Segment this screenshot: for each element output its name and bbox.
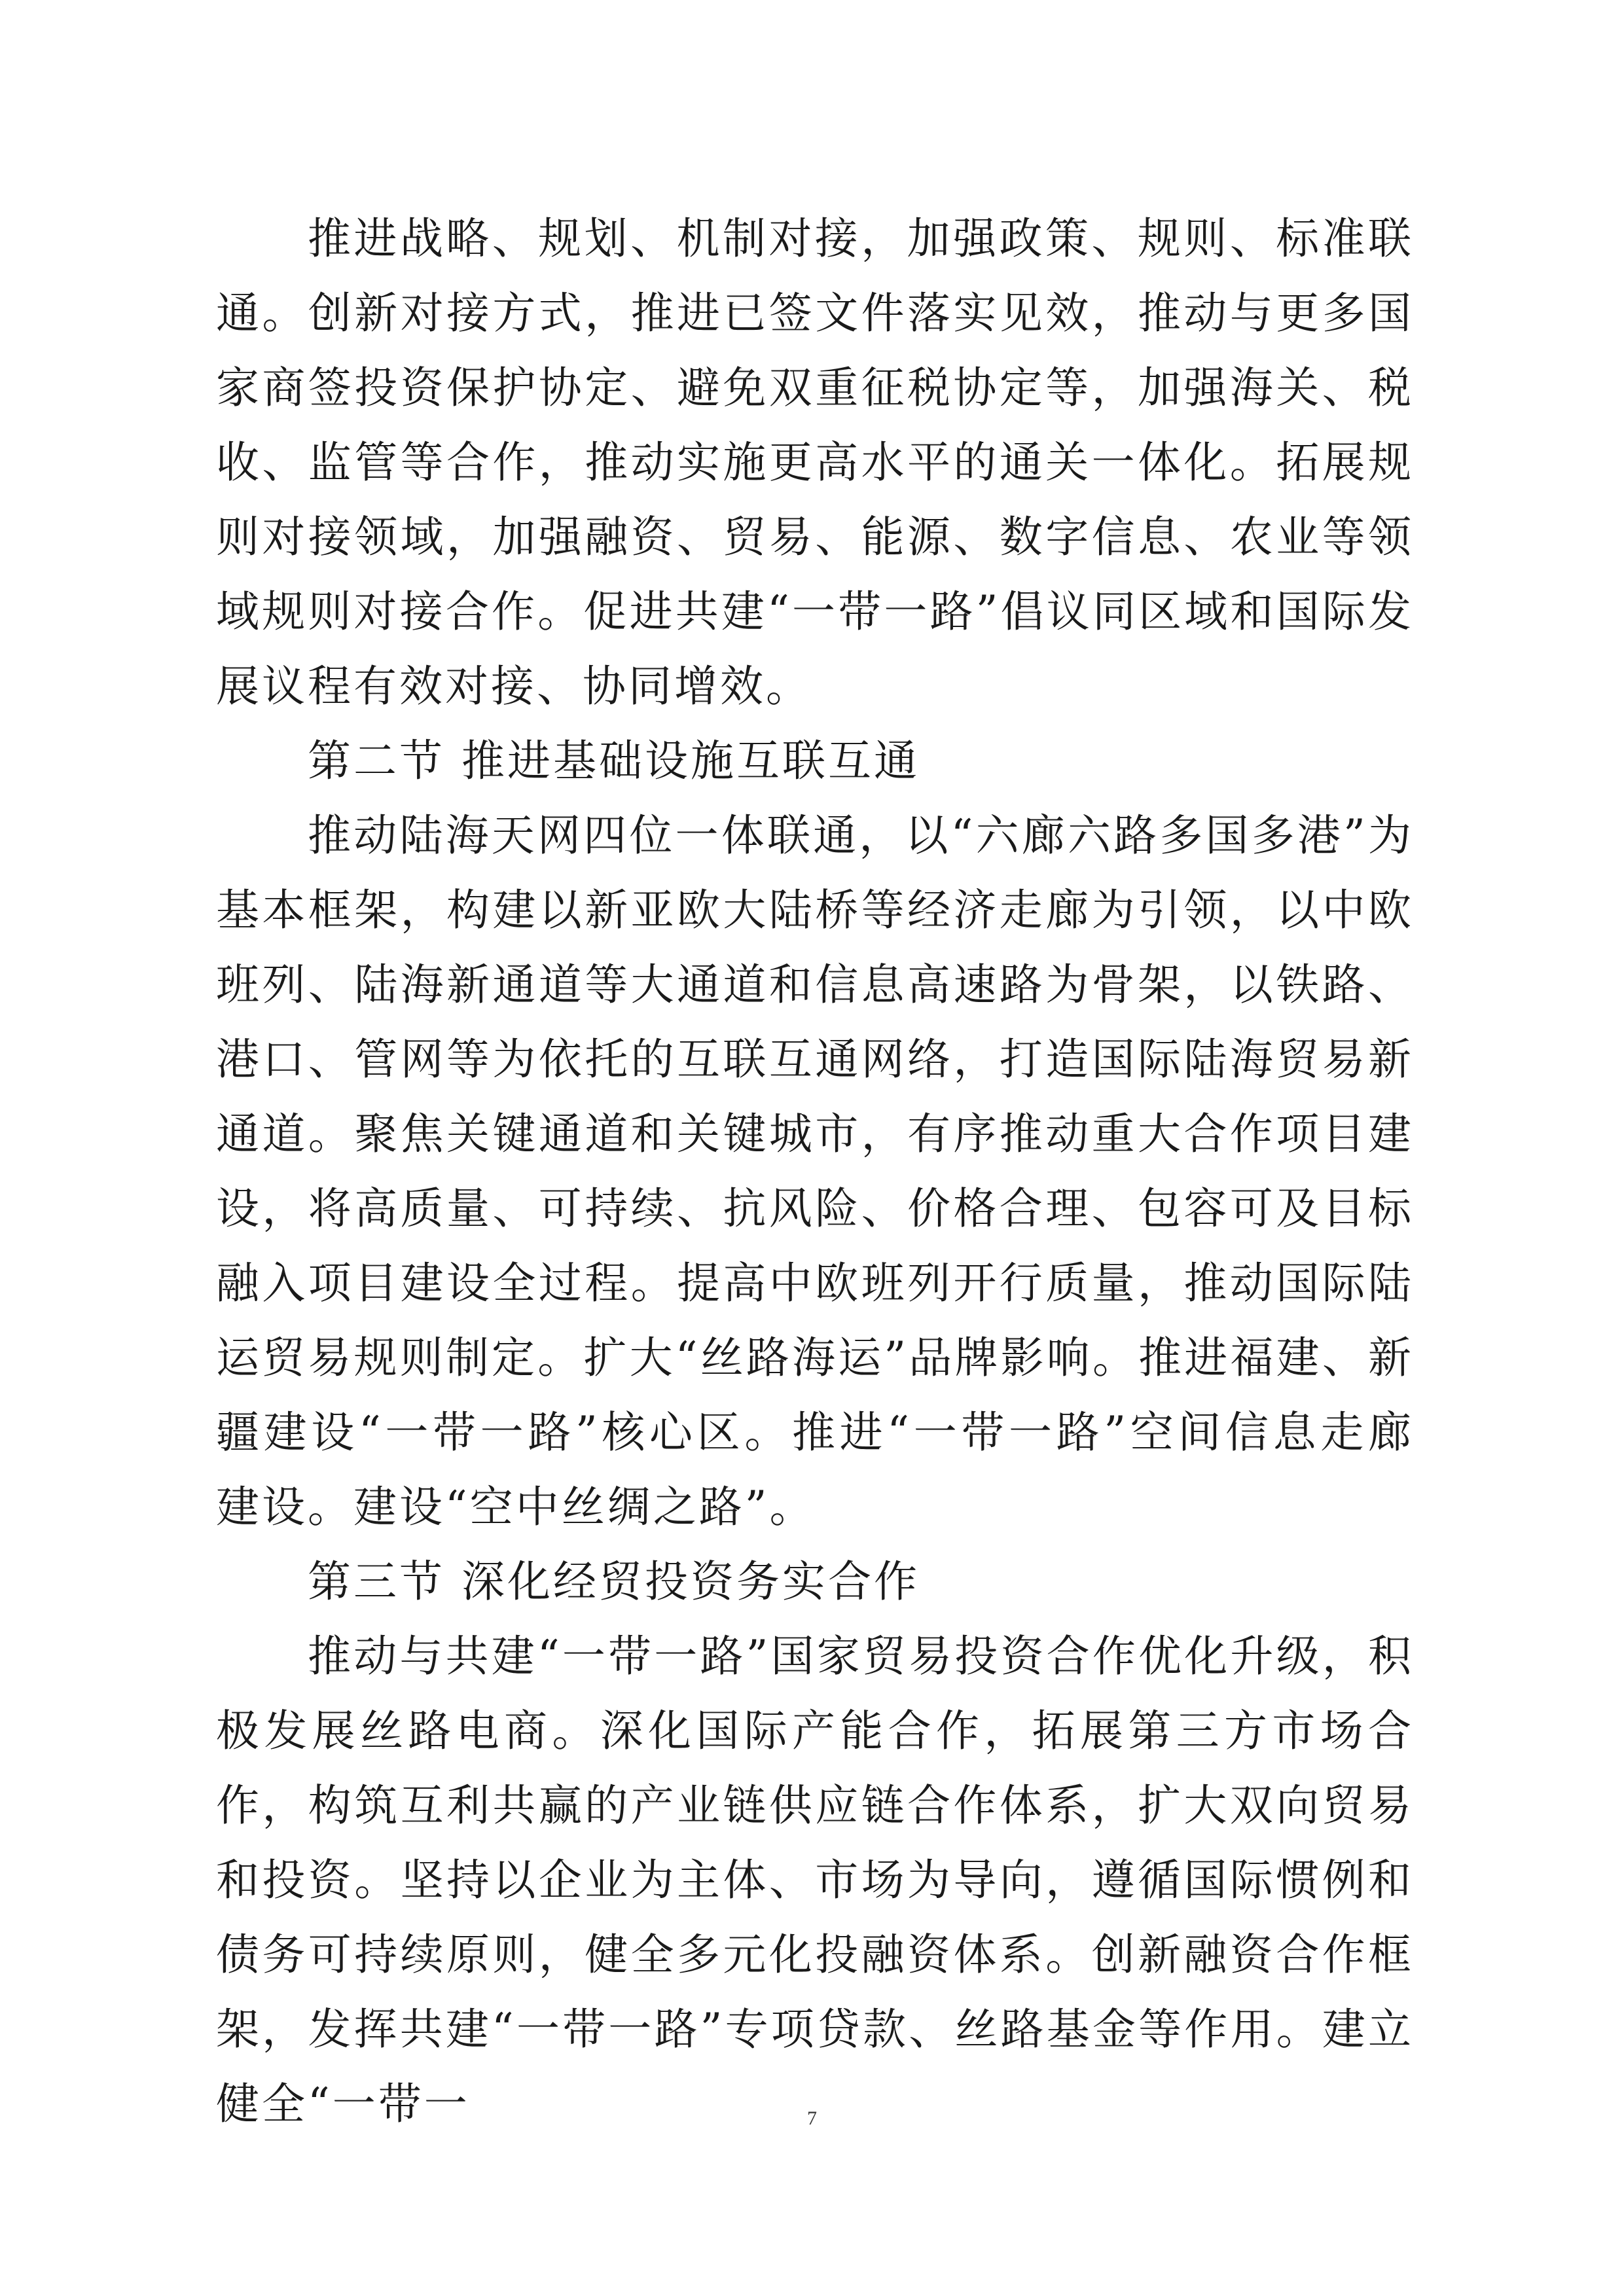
section-heading-trade-investment: 第三节 深化经贸投资务实合作 bbox=[308, 1556, 920, 1607]
page-content bbox=[216, 202, 1414, 2142]
paragraph-policy-alignment: 推进战略、规划、机制对接，加强政策、规则、标准联通。创新对接方式，推进已签文件落实见效，推动与更多国家商签投资保护协定、避免双重征税协定等，加强海关、税收、监管等合作，推动实施更高水平的通关一体化。拓展规则对接领域，加强融资、贸易、能源、数字信息、农业等领域规则对接合作。促进共建“一带一路”倡议同区域和国际发展议程有效对接、协同增效。 bbox=[216, 213, 1414, 711]
paragraph-trade-investment: 推动与共建“一带一路”国家贸易投资合作优化升级，积极发展丝路电商。深化国际产能合作，拓展第三方市场合作，构筑互利共赢的产业链供应链合作体系，扩大双向贸易和投资。坚持以企业为主体、市场为导向，遵循国际惯例和债务可持续原则，健全多元化投融资体系。创新融资合作框架，发挥共建“一带一路”专项贷款、丝路基金等作用。建立健全“一带一 bbox=[216, 1631, 1414, 2129]
paragraph-infrastructure: 推动陆海天网四位一体联通，以“六廊六路多国多港”为基本框架，构建以新亚欧大陆桥等经济走廊为引领，以中欧班列、陆海新通道等大通道和信息高速路为骨架，以铁路、港口、管网等为依托的互联互通网络，打造国际陆海贸易新通道。聚焦关键通道和关键城市，有序推动重大合作项目建设，将高质量、可持续、抗风险、价格合理、包容可及目标融入项目建设全过程。提高中欧班列开行质量，推动国际陆运贸易规则制定。扩大“丝路海运”品牌影响。推进福建、新疆建设“一带一路”核心区。推进“一带一路”空间信息走廊建设。建设“空中丝绸之路”。 bbox=[216, 810, 1414, 1532]
page-number: 7 bbox=[807, 2108, 817, 2129]
section-heading-infrastructure: 第二节 推进基础设施互联互通 bbox=[308, 736, 920, 786]
